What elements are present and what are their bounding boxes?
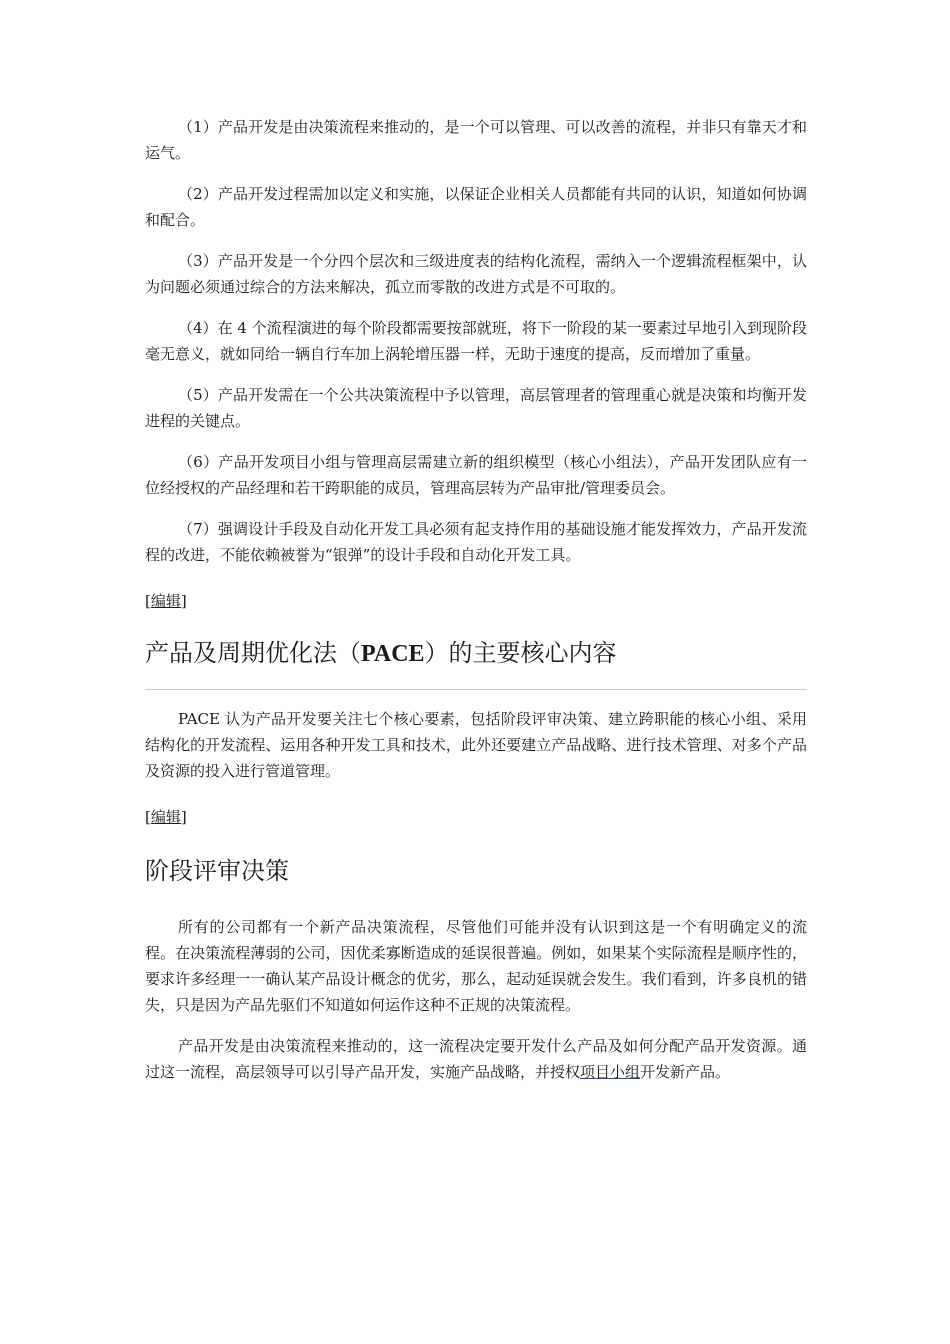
project-team-link[interactable]: 项目小组	[580, 1063, 641, 1081]
edit-link-2	[145, 804, 807, 830]
body2-post: 开发新产品。	[640, 1063, 731, 1081]
point-2: （2）产品开发过程需加以定义和实施，以保证企业相关人员都能有共同的认识，知道如何协调和配合。	[145, 185, 807, 229]
point-3: （3）产品开发是一个分四个层次和三级进度表的结构化流程，需纳入一个逻辑流程框架中，认为问题必须通过综合的方法来解决，孤立而零散的改进方式是不可取的。	[145, 252, 807, 296]
stage-review-body-2	[145, 1033, 807, 1085]
section-title-stage-review: 阶段评审决策	[145, 857, 289, 885]
edit-bracket-close: ]	[180, 808, 187, 826]
point-7: （7）强调设计手段及自动化开发工具必须有起支持作用的基础设施才能发挥效力，产品开发流程的改进，不能依赖被誉为“银弹”的设计手段和自动化开发工具。	[145, 520, 807, 564]
edit-link[interactable]: 编辑	[150, 808, 181, 826]
stage-review-body-1: 所有的公司都有一个新产品决策流程，尽管他们可能并没有认识到这是一个有明确定义的流程。在决策流程薄弱的公司，因优柔寡断造成的延误很普遍。例如，如果某个实际流程是顺序性的，要求许多经理一一确认某产品设计概念的优劣，那么，起动延误就会发生。我们看到，许多良机的错失，只是因为产品先驱们不知道如何运作这种不正规的决策流程。	[145, 918, 807, 1014]
point-1: （1）产品开发是由决策流程来推动的，是一个可以管理、可以改善的流程，并非只有靠天才和运气。	[145, 118, 807, 162]
edit-bracket-close: ]	[180, 592, 187, 610]
section-divider	[145, 689, 807, 690]
edit-link[interactable]: 编辑	[150, 592, 181, 610]
edit-bracket-open: [	[145, 592, 151, 610]
point-6: （6）产品开发项目小组与管理高层需建立新的组织模型（核心小组法），产品开发团队应有一位经授权的产品经理和若干跨职能的成员，管理高层转为产品审批/管理委员会。	[145, 453, 807, 497]
title-post: ）的主要核心内容	[424, 639, 617, 667]
point-4: （4）在 4 个流程演进的每个阶段都需要按部就班，将下一阶段的某一要素过早地引入到现阶段毫无意义，就如同给一辆自行车加上涡轮增压器一样，无助于速度的提高，反而增加了重量。	[145, 319, 807, 363]
title-bold: PACE	[361, 641, 425, 667]
document-page	[145, 114, 807, 1085]
body2-pre: 产品开发是由决策流程来推动的，这一流程决定要开发什么产品及如何分配产品开发资源。通过这一流程，高层领导可以引导产品开发，实施产品战略，并授权	[145, 1037, 807, 1081]
title-pre: 产品及周期优化法（	[145, 639, 361, 667]
edit-bracket-open: [	[145, 808, 151, 826]
point-5: （5）产品开发需在一个公共决策流程中予以管理，高层管理者的管理重心就是决策和均衡开发进程的关键点。	[145, 386, 807, 430]
section-title-pace	[145, 636, 807, 671]
edit-link-1	[145, 588, 807, 614]
pace-body: PACE 认为产品开发要关注七个核心要素，包括阶段评审决策、建立跨职能的核心小组、采用结构化的开发流程、运用各种开发工具和技术，此外还要建立产品战略、进行技术管理、对多个产品及资源的投入进行管道管理。	[145, 710, 807, 780]
